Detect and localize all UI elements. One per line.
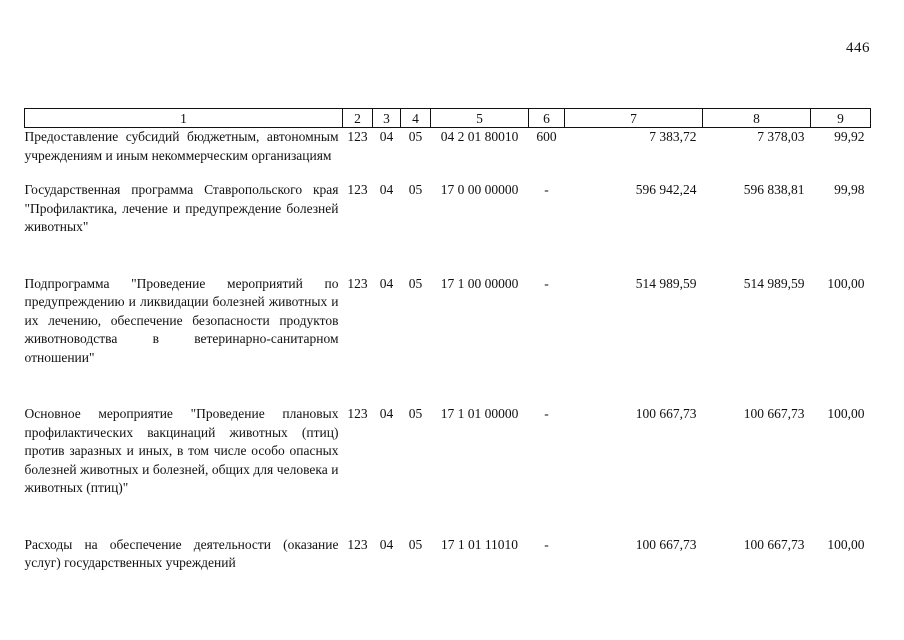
executed-amount: 100 667,73 [743, 536, 805, 552]
col-header-9: 9 [811, 109, 871, 128]
col-header-6: 6 [529, 109, 565, 128]
execution-percent: 100,00 [827, 536, 865, 552]
execution-percent: 100,00 [827, 275, 865, 291]
executed-amount: 100 667,73 [743, 406, 805, 421]
planned-amount: 100 667,73 [635, 536, 697, 552]
section-code: 04 [379, 275, 394, 291]
col-header-3: 3 [373, 109, 401, 128]
table-row [25, 405, 871, 536]
col-header-8: 8 [703, 109, 811, 128]
planned-amount: 7 383,72 [649, 129, 697, 144]
row-name: Расходы на обеспечение деятельности (оказание услуг) государственных учреждений [24, 536, 339, 570]
row-name: Государственная программа Ставропольского края "Профилактика, лечение и предупреждение болезней животных" [24, 182, 339, 234]
target-article-code: 17 1 01 00000 [440, 406, 519, 421]
expense-type-code: - [544, 406, 549, 421]
expense-type-code: - [544, 275, 549, 291]
subsection-code: 05 [408, 182, 423, 197]
subsection-code: 05 [408, 275, 423, 291]
col-header-2: 2 [343, 109, 373, 128]
planned-amount: 100 667,73 [635, 406, 697, 421]
table-row [25, 181, 871, 275]
executed-amount: 514 989,59 [743, 275, 805, 291]
target-article-code: 17 1 00 00000 [440, 275, 519, 291]
execution-percent: 100,00 [827, 406, 865, 421]
table-header [25, 109, 871, 128]
target-article-code: 17 1 01 11010 [440, 536, 519, 552]
executed-amount: 596 838,81 [743, 182, 805, 197]
col-header-4: 4 [401, 109, 431, 128]
col-header-1: 1 [25, 109, 343, 128]
section-code: 04 [379, 182, 394, 197]
section-code: 04 [379, 129, 394, 144]
planned-amount: 514 989,59 [635, 275, 697, 291]
section-code: 04 [379, 536, 394, 552]
executed-amount: 7 378,03 [757, 129, 805, 144]
section-code: 04 [379, 406, 394, 421]
col-header-7: 7 [565, 109, 703, 128]
expense-type-code: - [544, 182, 549, 197]
planned-amount: 596 942,24 [635, 182, 697, 197]
table-row [25, 275, 871, 406]
col-header-5: 5 [431, 109, 529, 128]
row-name: Подпрограмма "Проведение мероприятий по предупреждению и ликвидации болезней животных и их лечению, обеспечение безопасности продуктов животноводства в ветеринарно-санитарном отношении" [24, 275, 339, 365]
subsection-code: 05 [408, 406, 423, 421]
ministry-code: 123 [347, 182, 368, 197]
execution-percent: 99,98 [834, 182, 865, 197]
expense-type-code: 600 [536, 129, 557, 144]
target-article-code: 04 2 01 80010 [440, 129, 519, 144]
table-row [25, 128, 871, 182]
subsection-code: 05 [408, 536, 423, 552]
execution-percent: 99,92 [834, 129, 865, 144]
ministry-code: 123 [347, 406, 368, 421]
page-number: 446 [846, 40, 870, 56]
ministry-code: 123 [347, 275, 368, 291]
target-article-code: 17 0 00 00000 [440, 182, 519, 197]
row-name: Основное мероприятие "Проведение плановых профилактических вакцинаций животных (птиц) против заразных и иных, в том числе особо опасных болезней животных и болезней, общих для человека и животных (птиц)" [24, 406, 339, 495]
ministry-code: 123 [347, 536, 368, 552]
budget-table [24, 108, 871, 573]
row-name: Предоставление субсидий бюджетным, автономным учреждениям и иным некоммерческим организациям [24, 129, 339, 163]
header-row [25, 109, 871, 128]
subsection-code: 05 [408, 129, 423, 144]
table-row [25, 536, 871, 573]
ministry-code: 123 [347, 129, 368, 144]
expense-type-code: - [544, 536, 549, 552]
